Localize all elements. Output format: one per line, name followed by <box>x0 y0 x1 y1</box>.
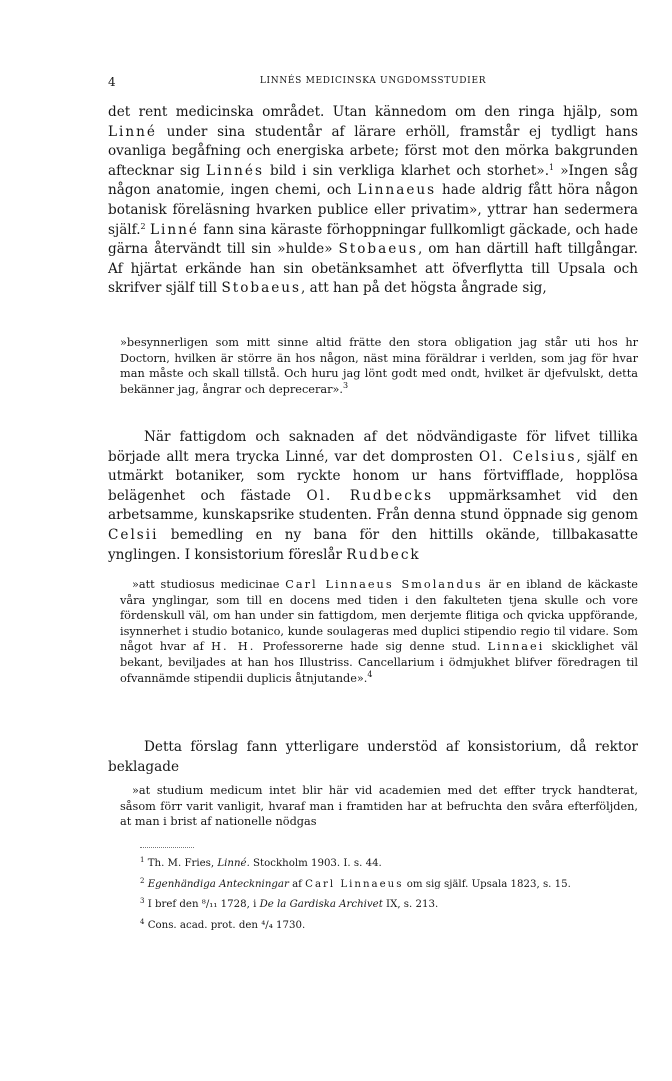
italic-title: Egenhändiga Anteckningar <box>147 878 289 890</box>
paragraph-2 <box>108 428 638 565</box>
name-ol-celsius: Ol. Celsius <box>478 448 577 465</box>
italic-title: De la Gardiska Archivet <box>259 899 383 911</box>
text-run: bemedling en ny bana för den hittills okände, tillbakasatte ynglingen. I konsistorium föreslår <box>108 526 638 563</box>
footnote-number: 3 <box>140 897 145 906</box>
name-linnaei: Linnaei <box>487 640 545 654</box>
footnote-2 <box>108 873 638 894</box>
quote-text: »at studium medicum intet blir här vid academien med det effter tryck handterat, såsom förr varit vanligit, hvaraf man i framtiden har at befruchta den svåra efterföljden, at man i brist af nationelle nödgas <box>120 784 638 829</box>
name-linnes: Linnés <box>206 162 264 179</box>
name-stobaeus: Stobaeus <box>221 280 302 297</box>
text-run: uppmärksamhet vid den arbetsamme, kunskapsrike studenten. Från denna stund öppnade sig genom <box>108 487 638 524</box>
text-run: skicklighet väl bekant, beviljades at han hos Illustriss. Cancellarium i ödmjukhet blifver föredragen til ofvannämde stipendii duplicis åtnjutande». <box>120 640 638 685</box>
footnote-number: 2 <box>140 876 145 885</box>
name-linnaeus: Linnaeus <box>357 182 437 199</box>
text-run: om sig själf. Upsala 1823, s. 15. <box>403 878 571 890</box>
text-run: det rent medicinska området. Utan kännedom om den ringa hjälp, som <box>108 104 638 120</box>
running-head <box>108 75 638 91</box>
italic-title: Linné. <box>217 858 250 869</box>
name-carl-linnaeus: Carl Linnaeus <box>305 878 404 890</box>
footnote-ref: 4 <box>367 669 373 679</box>
text-run: , om han därtill haft tillgångar. Af hjärtat erkände han sin obetänksamhet att öfverflytta till Upsala och skrifver själf till <box>108 241 638 297</box>
footnote-number: 4 <box>140 917 145 926</box>
text-run: bild i sin verkliga klarhet och storhet». <box>263 162 550 179</box>
text-run: Professorerne hade sig denne stud. <box>255 640 488 654</box>
text-run: , själf en utmärkt botaniker, som ryckte honom ur hans förtvifflade, hopplösa belägenhet och fästade <box>108 448 638 504</box>
block-quote-2 <box>120 577 638 686</box>
footnote-divider <box>140 847 194 848</box>
block-quote-1 <box>120 335 638 397</box>
text-run: När fattigdom och saknaden af det nödvändigaste för lifvet tillika började allt mera trycka Linné, var det domprosten <box>108 429 638 465</box>
text-run: »att studiosus medicinae <box>132 578 286 591</box>
text-run: »Ingen såg någon anatomie, ingen chemi, och <box>108 162 638 199</box>
footnote-number: 1 <box>140 856 145 864</box>
name-ol-rudbecks: Ol. Rudbecks <box>306 487 434 504</box>
text-run: , att han på det högsta ångrade sig, <box>301 280 547 297</box>
footnote-3 <box>108 893 638 914</box>
text-run: hade aldrig fått höra någon botanisk föreläsning hvarken publice eller privatim», yttrar han sedermera själf. <box>108 182 638 238</box>
text-run: IX, s. 213. <box>382 899 439 911</box>
name-stobaeus: Stobaeus <box>338 241 418 258</box>
text-run: Th. M. Fries, <box>147 858 218 869</box>
block-quote-3 <box>120 783 638 830</box>
footnote-4 <box>108 914 638 935</box>
footnote-ref: 1 <box>549 162 555 172</box>
name-linne: Linné <box>108 123 157 140</box>
footnote-ref: 3 <box>343 380 349 390</box>
paragraph-1 <box>108 103 638 299</box>
text-run: under sina studentår af lärare erhöll, framstår ej tydligt hans ovanliga begåfning och energiska arbete; först mot den mörka bakgrunden aftecknar sig <box>108 123 638 179</box>
text-run: I bref den ⁸/₁₁ 1728, i <box>147 899 260 911</box>
paragraph-3 <box>108 738 638 777</box>
text-run: Cons. acad. prot. den ⁴/₄ 1730. <box>147 919 306 931</box>
running-title: LINNÉS MEDICINSKA UNGDOMSSTUDIER <box>259 76 487 86</box>
text-run: fann sina käraste förhoppningar fullkomligt gäckade, och hade gärna återvändt till sin »hulde» <box>108 221 638 258</box>
abbrev-hh: H. H. <box>211 640 256 654</box>
name-carl-linnaeus: Carl Linnaeus Smolandus <box>285 578 483 591</box>
name-celsii: Celsii <box>108 526 159 543</box>
footnotes <box>108 852 638 934</box>
footnote-ref: 2 <box>140 221 146 231</box>
name-rudbeck: Rudbeck <box>346 546 421 563</box>
text-run: af <box>288 878 306 890</box>
text-run: är en ibland de käckaste våra ynglingar, som till en docens med tiden i den fakulteten tjena skulle och vore fördenskull väl, om han under sin fattigdom, men derjemte flitiga och qvicka uppförande, isynnerhet i studio botanico, kunde soulageras med duplici stipendio regio til vidare. Som något hvar af <box>120 578 638 654</box>
page-number: 4 <box>108 75 116 89</box>
text-run: Stockholm 1903. I. s. 44. <box>249 858 382 869</box>
name-linne: Linné <box>149 221 199 238</box>
text-run: Detta förslag fann ytterligare understöd af konsistorium, då rektor beklagade <box>108 739 638 775</box>
footnote-1 <box>108 852 638 873</box>
quote-text: »besynnerligen som mitt sinne altid frätte den stora obligation jag står uti hos hr Doctorn, hvilken är större än hos någon, näst mina föräldrar i verlden, som jag för hvar man måste och skall tillstå. Och huru jag lönt godt med ondt, hvilket är djefvulskt, detta bekänner jag, ångrar och deprecerar». <box>120 336 638 396</box>
